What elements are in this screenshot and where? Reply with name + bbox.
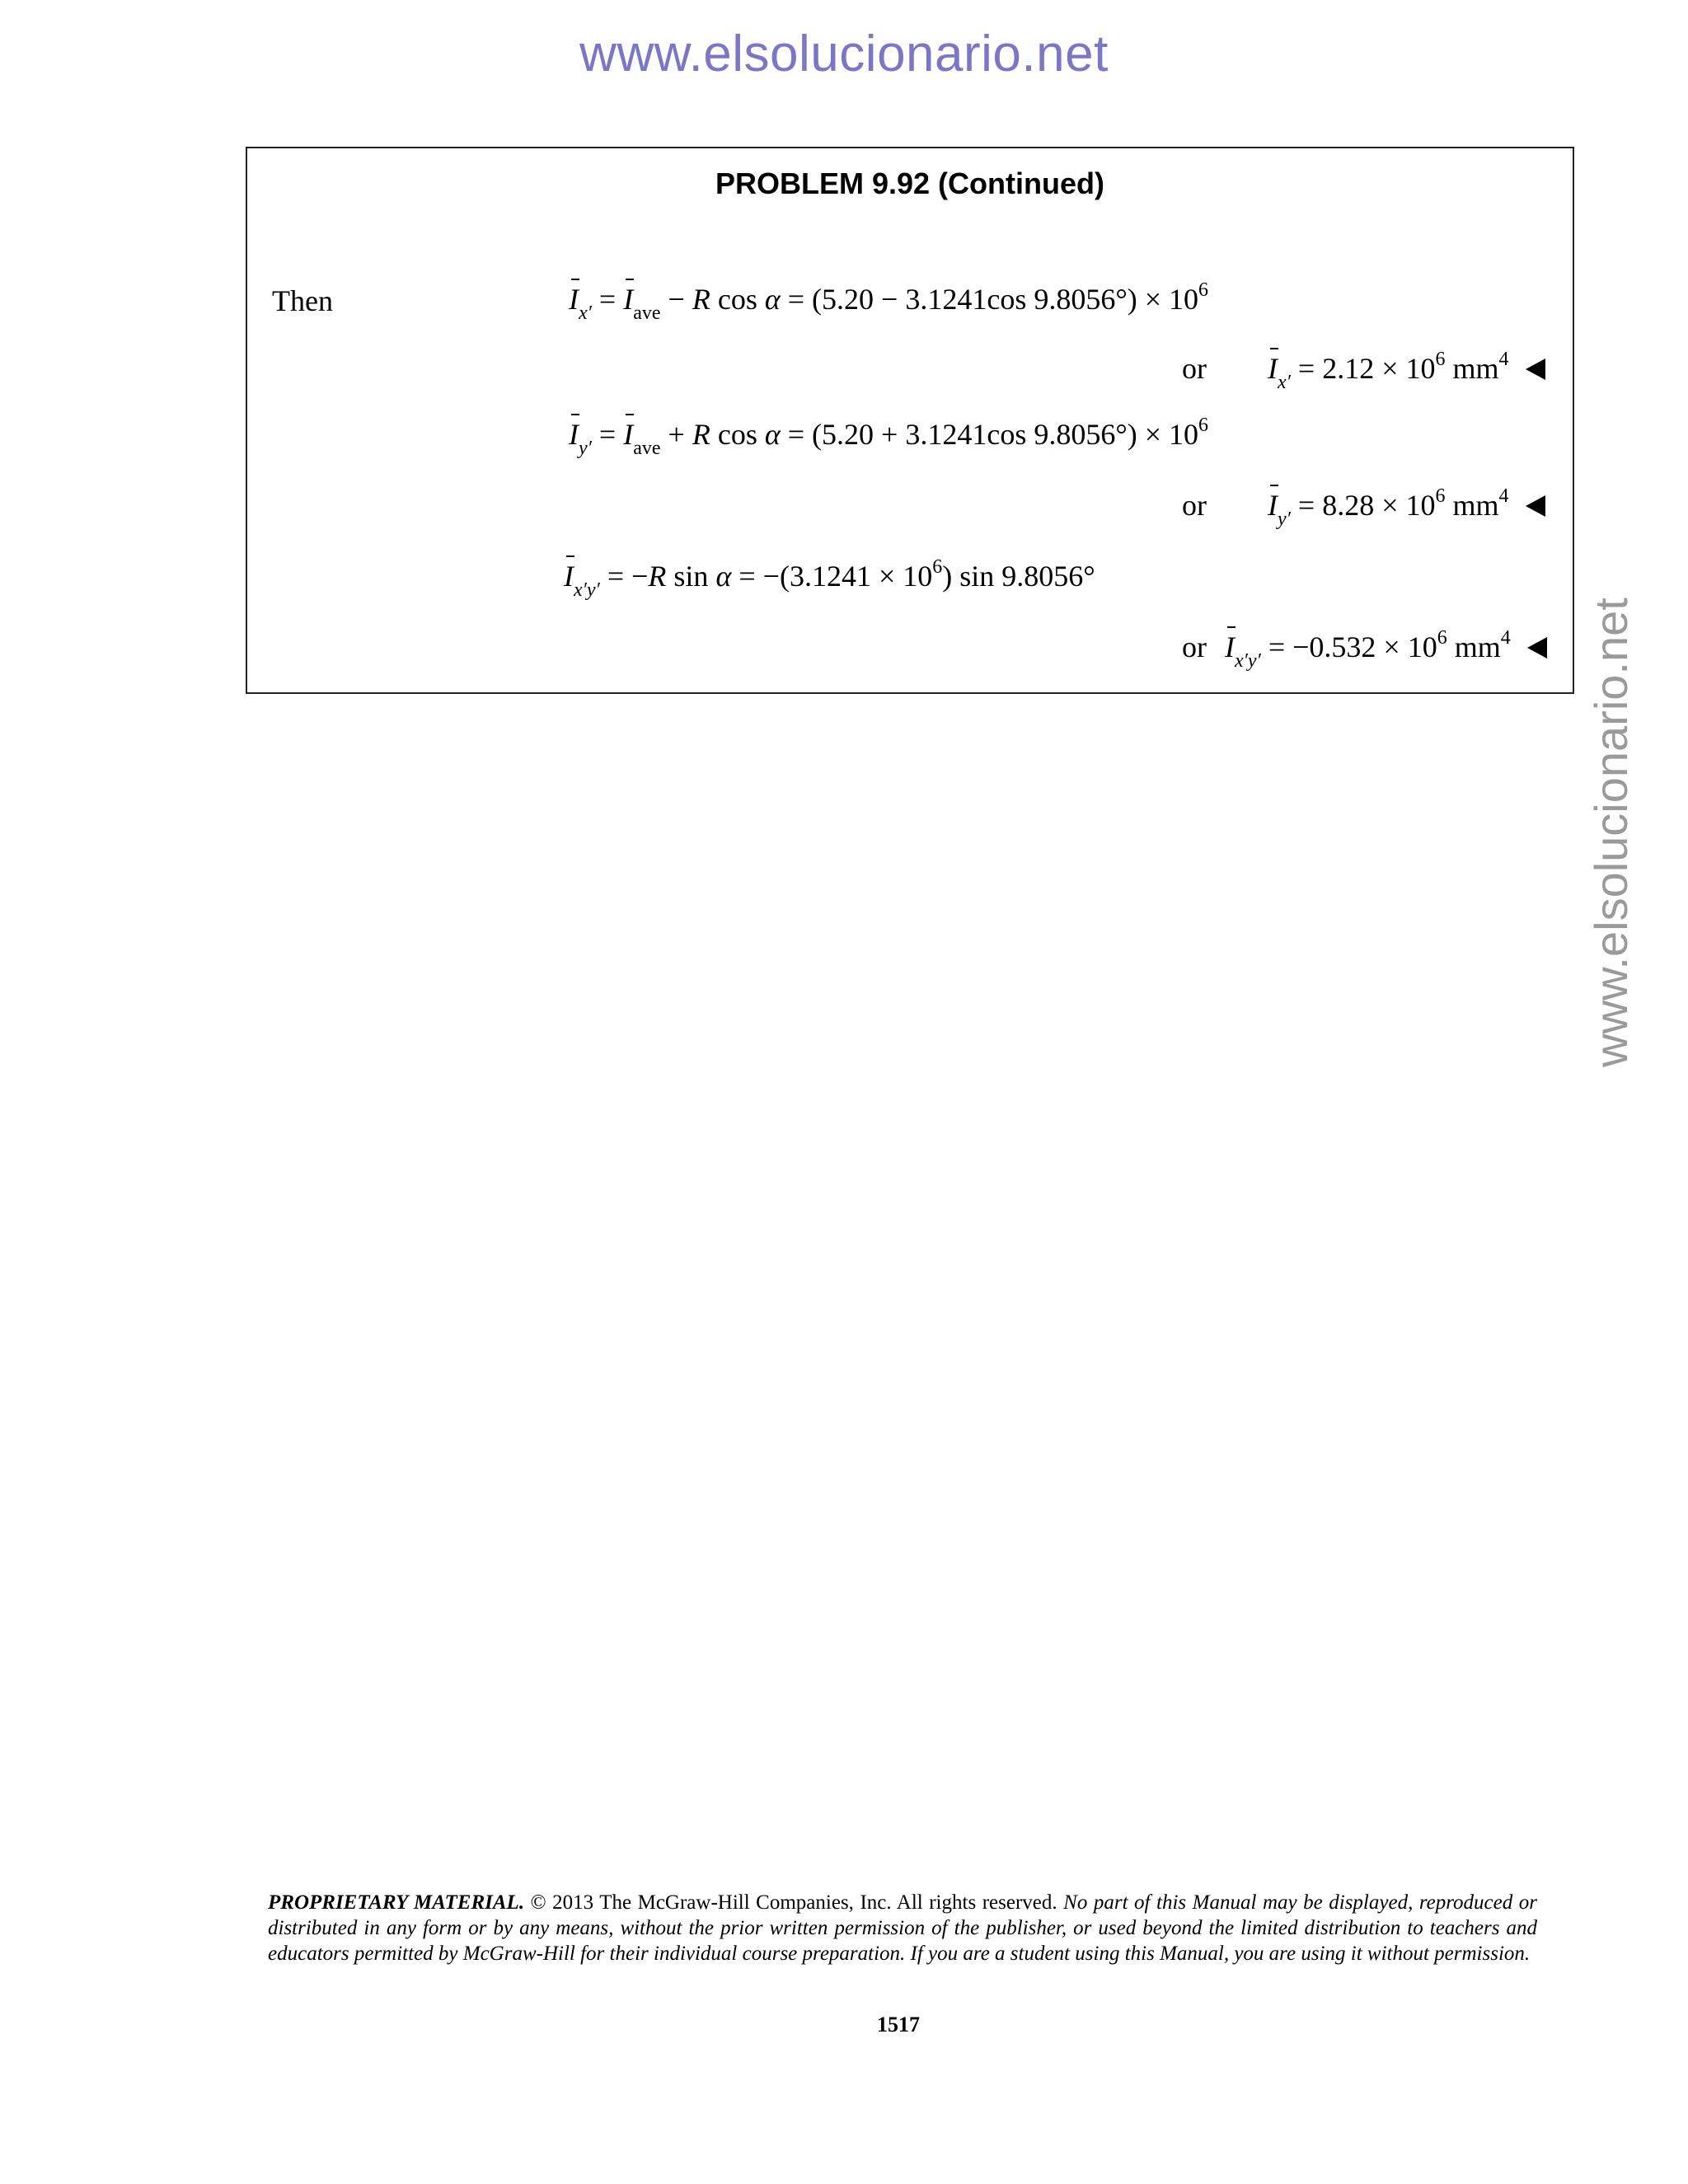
i-symbol: I [1225, 630, 1235, 663]
subscript: x′ [579, 302, 592, 324]
alpha-symbol: α [764, 418, 781, 451]
footer-label: PROPRIETARY MATERIAL. [268, 1891, 525, 1914]
answer-ix [1268, 349, 1545, 393]
equation-tail: ) sin 9.8056° [942, 560, 1095, 593]
subscript: x′y′ [1235, 650, 1261, 672]
i-symbol: I [569, 418, 579, 451]
trig-fn: cos [710, 418, 765, 451]
footer-copyright: © 2013 The McGraw-Hill Companies, Inc. All rights reserved. [524, 1891, 1064, 1914]
operator: + [660, 418, 692, 451]
answer-value: = −0.532 × 10 [1260, 630, 1437, 663]
equation-mid: = −(3.1241 × 10 [731, 560, 933, 593]
subscript: y′ [579, 438, 592, 459]
footer-notice-text: No part of this Manual may be displayed, reproduced or distributed in any form or by any means, without the prior written permission of the publisher, or used beyond the limited distribution to teachers and educators permitted by McGraw-Hill for their individual course preparation. If you are a student using this Manual, you are using it without permission. [268, 1891, 1537, 1965]
exponent: 6 [932, 556, 943, 578]
trig-fn: sin [666, 560, 716, 593]
r-symbol: R [648, 560, 667, 593]
alpha-symbol: α [715, 560, 732, 593]
equation-ix [569, 279, 1209, 324]
exponent: 6 [1435, 349, 1446, 370]
unit: mm [1447, 630, 1501, 663]
watermark-side: www.elsolucionario.net [1585, 598, 1637, 1067]
operator: − [660, 283, 692, 316]
trig-fn: cos [710, 283, 765, 316]
subscript: y′ [1278, 509, 1291, 530]
i-symbol: I [1268, 352, 1278, 385]
problem-box [246, 147, 1574, 694]
i-symbol: I [564, 560, 574, 593]
subscript: x′y′ [574, 579, 600, 601]
unit: mm [1445, 352, 1499, 385]
or-label: or [1182, 352, 1207, 385]
alpha-symbol: α [764, 283, 781, 316]
r-symbol: R [692, 418, 710, 451]
equation-ixy [564, 556, 1095, 601]
i-symbol: I [623, 418, 634, 451]
watermark-top: www.elsolucionario.net [579, 26, 1109, 82]
subscript: ave [633, 438, 661, 459]
unit-exponent: 4 [1500, 627, 1511, 649]
i-symbol: I [623, 283, 634, 316]
i-symbol: I [1268, 489, 1278, 522]
answer-value: = 2.12 × 10 [1290, 352, 1436, 385]
footer-notice [268, 1890, 1537, 1966]
i-symbol: I [569, 283, 579, 316]
problem-title: PROBLEM 9.92 (Continued) [715, 166, 1104, 200]
or-label: or [1182, 630, 1207, 663]
equation-tail: = (5.20 − 3.1241cos 9.8056°) × 10 [780, 283, 1199, 316]
unit-exponent: 4 [1498, 485, 1509, 507]
unit: mm [1445, 489, 1499, 522]
eq-sign: = [591, 283, 624, 316]
subscript: x′ [1278, 372, 1291, 393]
exponent: 6 [1437, 627, 1447, 649]
exponent: 6 [1198, 279, 1209, 301]
equation-iy [569, 415, 1209, 459]
equation-tail: = (5.20 + 3.1241cos 9.8056°) × 10 [780, 418, 1199, 451]
answer-marker-icon [1526, 495, 1545, 517]
answer-marker-icon [1527, 637, 1547, 658]
answer-ixy [1225, 627, 1547, 672]
eq-sign: = − [599, 560, 649, 593]
answer-iy [1268, 485, 1545, 530]
page-number: 1517 [877, 2013, 920, 2036]
eq-sign: = [591, 418, 624, 451]
unit-exponent: 4 [1498, 349, 1509, 370]
answer-value: = 8.28 × 10 [1290, 489, 1436, 522]
subscript: ave [633, 302, 661, 324]
exponent: 6 [1435, 485, 1446, 507]
r-symbol: R [692, 283, 710, 316]
exponent: 6 [1198, 415, 1209, 436]
answer-marker-icon [1526, 359, 1545, 380]
then-label: Then [272, 284, 333, 317]
or-label: or [1182, 489, 1207, 522]
